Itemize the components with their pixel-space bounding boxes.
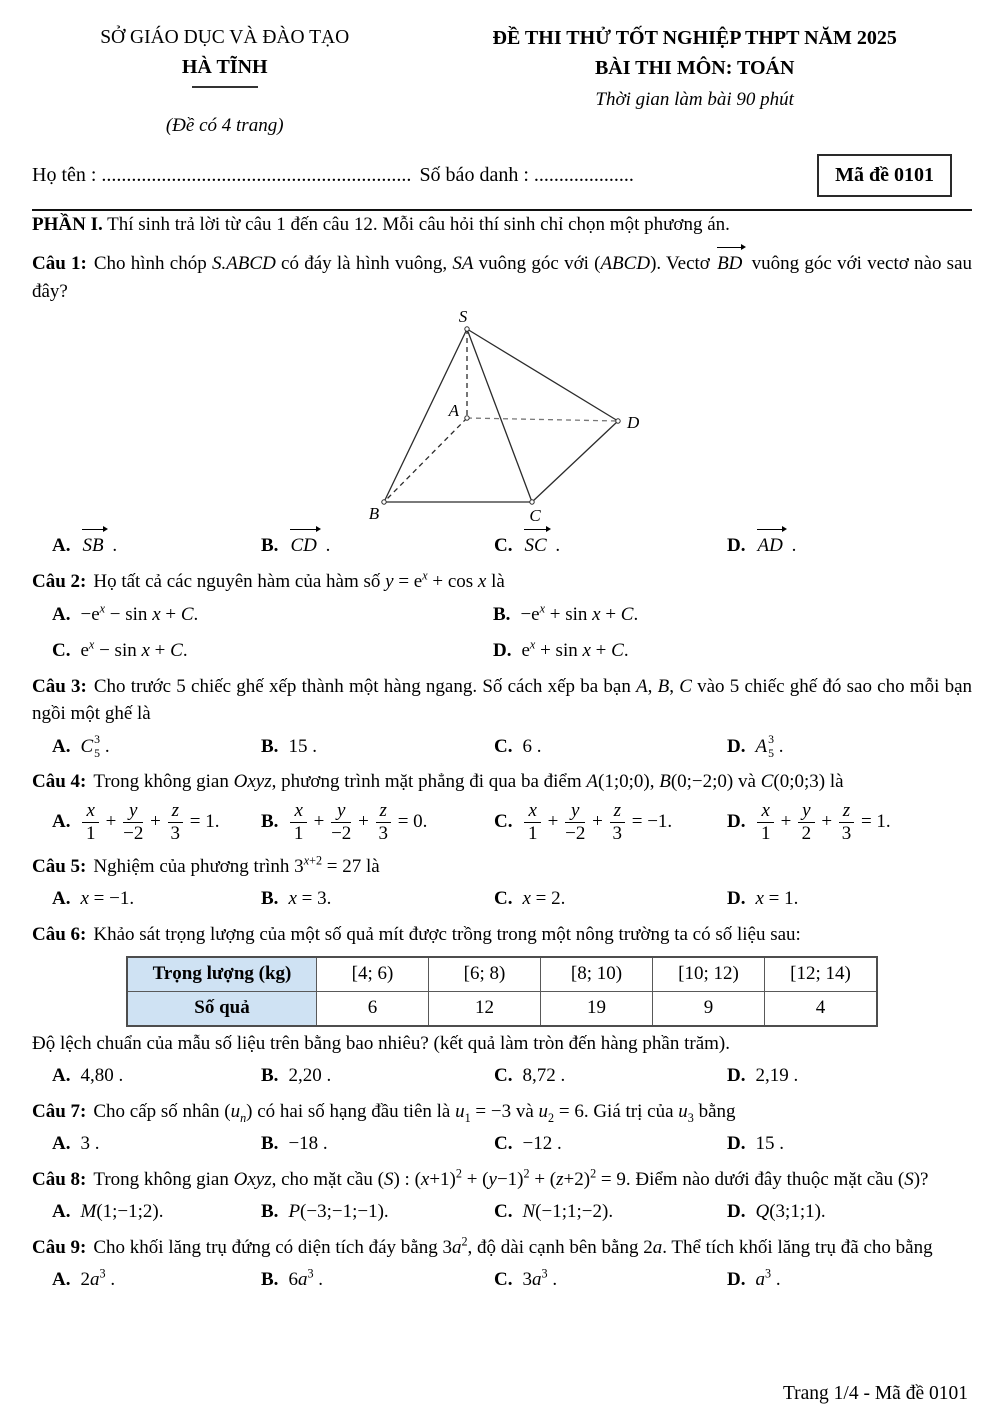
question-4-options <box>32 801 972 845</box>
q4-option-d: D. $\frac{x}{1}$ + $\frac{y}{2}$ + $\frac{z}{3}$ = 1. <box>727 799 891 845</box>
q1-option-b: B. CD . <box>261 528 494 560</box>
q5-option-b: B. x = 3. <box>261 888 332 910</box>
q2-option-b: B. $-e^x + \sin x + C$. <box>493 601 639 625</box>
question-8 <box>32 1166 972 1226</box>
q9-option-a: A. $2a^3$ . <box>52 1267 116 1291</box>
question-6-text2: Độ lệch chuẩn của mẫu số liệu trên bằng bao nhiêu? (kết quả làm tròn đến hàng phần trăm). <box>32 1032 731 1054</box>
bin-1: [4; 6) <box>317 957 429 992</box>
question-6 <box>32 921 972 1090</box>
vertex-label-c: C <box>529 506 541 524</box>
table-header-weight: Trọng lượng (kg) <box>127 957 317 992</box>
org-province: HÀ TĨNH <box>181 56 268 79</box>
q6-option-c: C. 8,72 . <box>494 1065 566 1087</box>
question-4 <box>32 768 972 845</box>
table-row <box>127 991 877 1026</box>
q7-option-d: D. 15 . <box>727 1133 784 1155</box>
bin-4: [10; 12) <box>653 957 765 992</box>
exam-duration: Thời gian làm bài 90 phút <box>595 89 794 110</box>
org-underline <box>192 86 258 88</box>
question-3 <box>32 673 972 761</box>
question-4-label: Câu 4: <box>32 771 87 793</box>
vertex-label-a: A <box>448 401 459 421</box>
question-3-options <box>32 733 972 761</box>
q5-option-d: D. x = 1. <box>727 888 799 910</box>
q5-option-c: C. x = 2. <box>494 888 566 910</box>
q2-option-d: D. $e^x + \sin x + C$. <box>493 637 629 662</box>
count-2: 12 <box>429 991 541 1026</box>
q2-option-a: A. $-e^x - \sin x + C$. <box>52 601 199 625</box>
header-right <box>417 24 972 140</box>
q7-option-b: B. −18 . <box>261 1133 328 1155</box>
q9-option-b: B. $6a^3$ . <box>261 1267 324 1291</box>
name-line: Họ tên : .............................................................. <box>32 163 412 186</box>
question-9-text: Cho khối lăng trụ đứng có diện tích đáy bằng $3a^2$, độ dài cạnh bên bằng 2a. Thể tích khối lăng trụ đã cho bằng <box>93 1234 933 1258</box>
pages-note: (Đề có 4 trang) <box>165 115 284 137</box>
question-1-options <box>32 528 972 560</box>
pyramid-figure <box>52 309 972 523</box>
header <box>32 24 972 140</box>
q8-option-a: A. M(1;−1;2). <box>52 1201 164 1223</box>
question-3-text: Cho trước 5 chiếc ghế xếp thành một hàng ngang. Số cách xếp ba bạn A, B, C vào 5 chiếc ghế đó sao cho mỗi bạn ngồi một ghế là <box>32 675 973 725</box>
q6-option-b: B. 2,20 . <box>261 1065 332 1087</box>
q6-option-d: D. 2,19 . <box>727 1065 799 1087</box>
q4-option-a: A. $\frac{x}{1}$ + $\frac{y}{-2}$ + $\frac{z}{3}$ = 1. <box>52 799 220 845</box>
part1-heading <box>32 211 972 239</box>
question-2-options <box>32 601 972 665</box>
q1-option-a: A. SB . <box>52 528 261 560</box>
bin-2: [6; 8) <box>429 957 541 992</box>
q1-option-c: C. SC . <box>494 528 727 560</box>
question-6-text: Khảo sát trọng lượng của một số quả mít được trồng trong một nông trường ta có số liệu sau: <box>93 923 801 945</box>
count-4: 9 <box>653 991 765 1026</box>
q9-option-d: D. $a^3$ . <box>727 1267 781 1291</box>
count-3: 19 <box>541 991 653 1026</box>
question-7-options <box>32 1130 972 1158</box>
question-6-label: Câu 6: <box>32 923 87 945</box>
question-9-label: Câu 9: <box>32 1236 87 1258</box>
count-1: 6 <box>317 991 429 1026</box>
question-8-options <box>32 1198 972 1226</box>
question-1 <box>32 246 972 560</box>
question-9-options <box>32 1266 972 1294</box>
q8-option-c: C. N(−1;1;−2). <box>494 1201 614 1223</box>
q4-option-c: C. $\frac{x}{1}$ + $\frac{y}{-2}$ + $\frac{z}{3}$ = −1. <box>494 799 673 845</box>
org-name: SỞ GIÁO DỤC VÀ ĐÀO TẠO <box>100 27 350 48</box>
q5-option-a: A. x = −1. <box>52 888 135 910</box>
pyramid-svg <box>362 309 662 523</box>
q6-option-a: A. 4,80 . <box>52 1065 124 1087</box>
table-row <box>127 957 877 992</box>
count-5: 4 <box>765 991 878 1026</box>
question-5-label: Câu 5: <box>32 855 87 877</box>
question-7-label: Câu 7: <box>32 1100 87 1122</box>
question-8-text: Trong không gian Oxyz, cho mặt cầu (S) : $(x+1)^2 + (y-1)^2 + (z+2)^2 = 9$. Điểm nào dưới đây thuộc mặt cầu (S)? <box>93 1166 929 1190</box>
exam-code-box: Mã đề 0101 <box>817 154 952 197</box>
question-3-label: Câu 3: <box>32 675 87 697</box>
question-6-options <box>32 1062 972 1090</box>
vertex-label-b: B <box>368 504 380 524</box>
q3-option-b: B. 15 . <box>261 735 317 757</box>
q3-option-c: C. 6 . <box>494 735 542 757</box>
question-2 <box>32 568 972 665</box>
question-7-text: Cho cấp số nhân $(u_n)$ có hai số hạng đầu tiên là $u_1 = -3$ và $u_2 = 6$. Giá trị của $u_3$ bằng <box>93 1100 736 1125</box>
q7-option-a: A. 3 . <box>52 1133 100 1155</box>
vertex-label-s: S <box>458 309 468 327</box>
question-1-text: Cho hình chóp S.ABCD có đáy là hình vuông, SA vuông góc với (ABCD). Vectơ BD vuông góc với vectơ nào sau đây? <box>32 253 972 302</box>
q4-option-b: B. $\frac{x}{1}$ + $\frac{y}{-2}$ + $\frac{z}{3}$ = 0. <box>261 799 428 845</box>
vertex-label-d: D <box>627 413 640 433</box>
question-7 <box>32 1098 972 1158</box>
question-8-label: Câu 8: <box>32 1168 87 1190</box>
q8-option-b: B. P(−3;−1;−1). <box>261 1201 389 1223</box>
candidate-number-line: Số báo danh : .................... <box>419 163 634 186</box>
page-footer: Trang 1/4 - Mã đề 0101 <box>782 1382 968 1404</box>
question-2-label: Câu 2: <box>32 571 87 592</box>
question-5-options <box>32 885 972 913</box>
exam-title: ĐỀ THI THỬ TỐT NGHIỆP THPT NĂM 2025 <box>492 27 897 49</box>
bin-5: [12; 14) <box>765 957 878 992</box>
question-4-text: Trong không gian Oxyz, phương trình mặt phẳng đi qua ba điểm A(1;0;0), B(0;−2;0) và C(0;0;3) là <box>93 771 844 793</box>
q3-option-a: A. C 3 5 . <box>52 733 110 760</box>
part1-heading-text: Thí sinh trả lời từ câu 1 đến câu 12. Mỗi câu hỏi thí sinh chỉ chọn một phương án. <box>107 213 730 235</box>
question-9 <box>32 1234 972 1294</box>
weight-frequency-table <box>126 956 878 1027</box>
q8-option-d: D. Q(3;1;1). <box>727 1201 826 1223</box>
q7-option-c: C. −12 . <box>494 1133 562 1155</box>
q9-option-c: C. $3a^3$ . <box>494 1267 558 1291</box>
header-left <box>32 24 417 140</box>
q1-option-d: D. AD . <box>727 528 972 560</box>
question-5 <box>32 853 972 913</box>
question-5-text: Nghiệm của phương trình $3^{x+2} = 27$ là <box>93 853 380 877</box>
question-2-text: Họ tất cả các nguyên hàm của hàm số $y = e^x + \cos x$ là <box>93 568 505 592</box>
q2-option-c: C. $e^x - \sin x + C$. <box>52 637 188 662</box>
exam-subject: BÀI THI MÔN: TOÁN <box>594 57 795 79</box>
candidate-row <box>32 154 972 197</box>
q3-option-d: D. A 3 5 . <box>727 733 784 760</box>
question-1-label: Câu 1: <box>32 253 87 275</box>
table-header-count: Số quả <box>127 991 317 1026</box>
bin-3: [8; 10) <box>541 957 653 992</box>
part1-heading-bold: PHẦN I. <box>32 213 103 235</box>
